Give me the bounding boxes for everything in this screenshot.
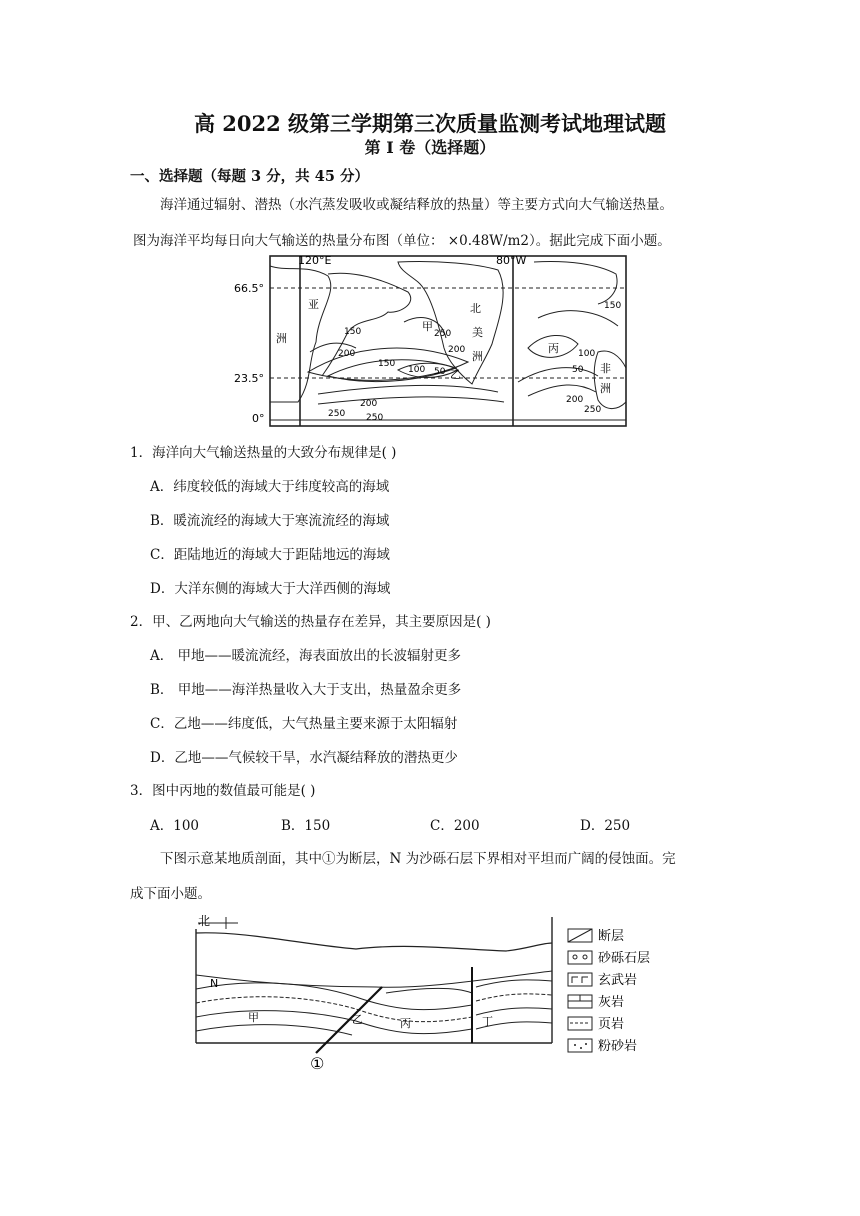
place-label: 丁 [482,1015,493,1028]
page-subtitle: 第 I 卷（选择题） [364,138,496,157]
answer-option[interactable]: D．250 [580,818,631,834]
place-label: 丙 [400,1017,411,1030]
page-title: 高 2022 级第三学期第三次质量监测考试地理试题 [193,111,667,136]
place-label: 丙 [548,342,559,355]
answer-option[interactable]: D．大洋东侧的海域大于大洋西侧的海域 [150,581,391,597]
fault-marker: ① [310,1054,325,1073]
question-stem: 2．甲、乙两地向大气输送的热量存在差异，其主要原因是( ) [130,614,491,630]
answer-option[interactable]: A． 甲地——暖流流经，海表面放出的长波辐射更多 [150,648,462,664]
place-label: 甲 [422,320,433,333]
isoline-label: 100 [408,365,426,375]
isoline-label: 50 [434,367,446,377]
intro-paragraph-line: 下图示意某地质剖面，其中①为断层，N 为沙砾石层下界相对平坦而广阔的侵蚀面。完 [160,851,676,867]
legend-label: 粉砂岩 [598,1039,638,1054]
legend-label: 灰岩 [598,995,625,1010]
continent-label: 非 [600,362,611,375]
legend-label: 玄武岩 [598,973,638,988]
ocean-heat-map [234,252,630,430]
isoline-label: 100 [578,349,596,359]
continent-label: 亚 [308,298,319,311]
isoline-label: 250 [366,413,384,423]
lat-label: 0° [252,412,265,425]
question-stem: 1．海洋向大气输送热量的大致分布规律是( ) [130,445,397,461]
isoline-label: 150 [378,359,396,369]
legend [568,928,650,1054]
intro-paragraph-line: 图为海洋平均每日向大气输送的热量分布图（单位： ×0.48W/m2）。据此完成下面小题。 [133,233,671,249]
lat-label: 66.5° [234,282,264,295]
continent-label: 洲 [276,332,287,345]
answer-row [0,814,860,834]
place-label: 乙 [352,1013,363,1026]
lon-label: 120°E [298,254,332,267]
surface-label: N [210,977,219,990]
continent-label: 美 [472,326,483,339]
answer-option[interactable]: A．100 [150,818,200,834]
answer-option[interactable]: B．暖流流经的海域大于寒流流经的海域 [150,513,390,529]
continent-label: 洲 [600,382,611,395]
isoline-label: 200 [360,399,378,409]
north-arrow-label: 北 [198,914,211,928]
intro-paragraph-line: 成下面小题。 [130,886,211,902]
isoline-label: 250 [434,329,452,339]
isoline-label: 150 [604,301,622,311]
isoline-label: 200 [566,395,584,405]
answer-option[interactable]: B． 甲地——海洋热量收入大于支出，热量盈余更多 [150,682,462,698]
legend-label: 断层 [598,929,625,944]
geologic-section [186,913,672,1073]
answer-option[interactable]: C．距陆地近的海域大于距陆地远的海域 [150,547,390,563]
place-label: 乙 [450,368,461,381]
lon-label: 80°W [496,254,527,267]
legend-label: 砂砾石层 [598,951,651,966]
answer-option[interactable]: C．200 [430,818,480,834]
isoline-label: 250 [584,405,602,415]
isoline-label: 250 [328,409,346,419]
answer-option[interactable]: D．乙地——气候较干旱，水汽凝结释放的潜热更少 [150,750,458,766]
isoline-label: 50 [572,365,584,375]
isoline-label: 150 [344,327,362,337]
legend-label: 页岩 [598,1017,625,1032]
answer-option[interactable]: A．纬度较低的海域大于纬度较高的海域 [150,479,390,495]
place-label: 甲 [248,1011,259,1024]
continent-label: 北 [470,302,481,315]
isoline-label: 200 [338,349,356,359]
lat-label: 23.5° [234,372,264,385]
section-heading: 一、选择题（每题 3 分，共 45 分） [130,168,369,185]
answer-option[interactable]: B．150 [281,818,331,834]
continent-label: 洲 [472,350,483,363]
question-stem: 3．图中丙地的数值最可能是( ) [130,783,316,799]
intro-paragraph-line: 海洋通过辐射、潜热（水汽蒸发吸收或凝结释放的热量）等主要方式向大气输送热量。 [160,197,673,213]
answer-option[interactable]: C．乙地——纬度低，大气热量主要来源于太阳辐射 [150,716,458,732]
isoline-label: 200 [448,345,466,355]
